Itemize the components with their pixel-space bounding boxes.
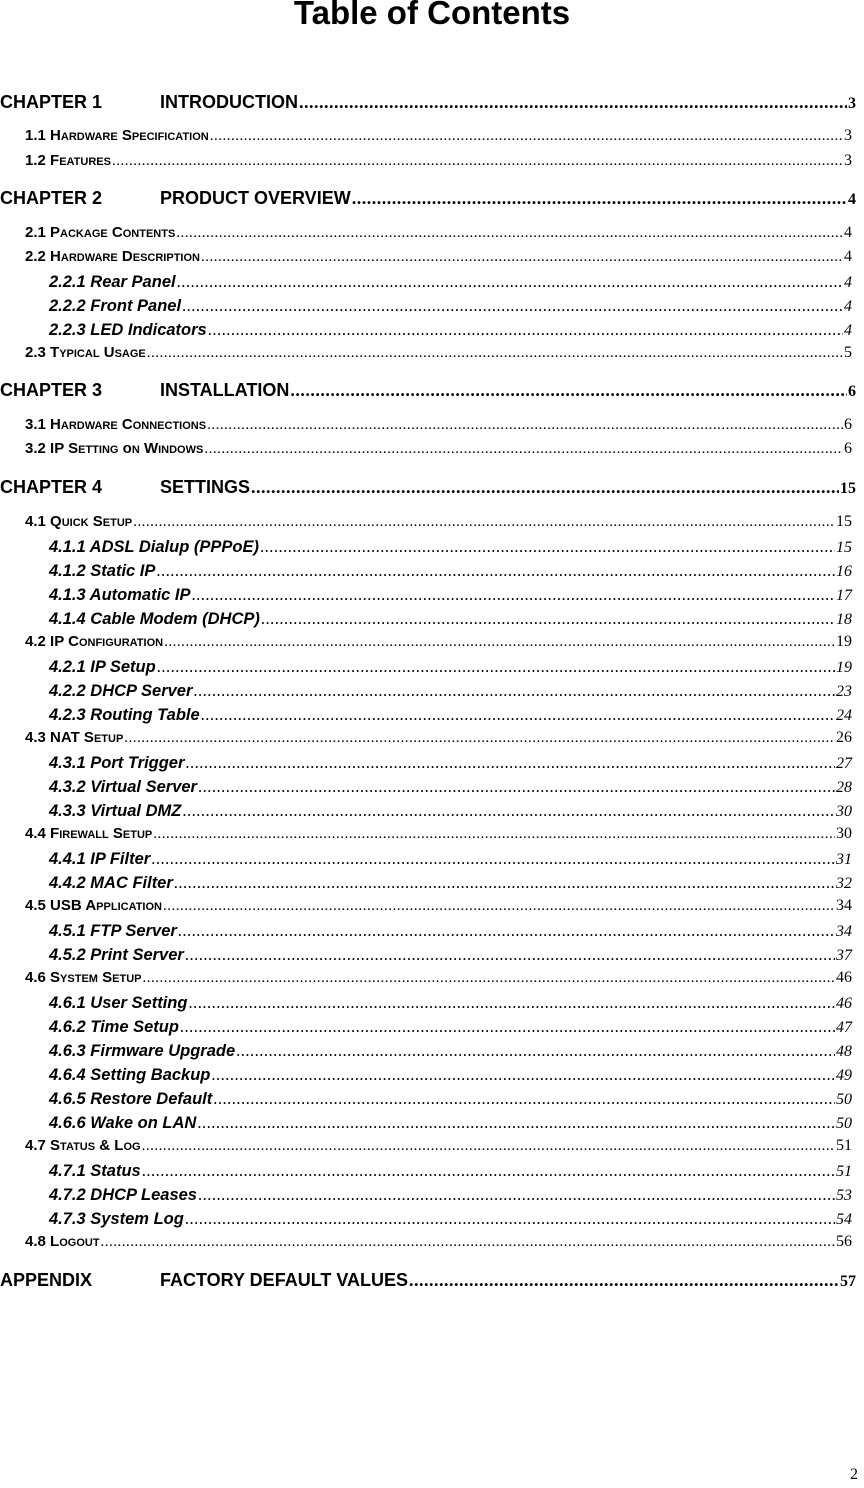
- dot-leader: [182, 296, 843, 316]
- chapter-number: CHAPTER 4: [0, 477, 103, 497]
- toc-entry[interactable]: [0, 188, 856, 209]
- toc-page-number: 46: [836, 969, 852, 986]
- toc-entry-title: 4.2.1 IP Setup: [49, 658, 156, 676]
- toc-page-number: 54: [836, 1211, 852, 1228]
- toc-entry[interactable]: [25, 633, 852, 651]
- toc-entry[interactable]: [49, 1089, 852, 1109]
- section-title: NAT SETUP: [50, 729, 124, 746]
- chapter-number: CHAPTER 2: [0, 188, 103, 208]
- section-title: IP SETTING oN WINDOWS: [50, 440, 204, 457]
- toc-entry-title: 4.6.3 Firmware Upgrade: [49, 1042, 236, 1060]
- dot-leader: [182, 801, 835, 821]
- dot-leader: [101, 1234, 835, 1251]
- toc-entry-title: 4.4.1 IP Filter: [49, 850, 151, 868]
- dot-leader: [124, 730, 835, 747]
- toc-entry[interactable]: [49, 561, 852, 581]
- dot-leader: [290, 380, 847, 401]
- toc-entry[interactable]: [25, 513, 852, 531]
- toc-entry-title: 4.6 SYSTEM SETUP: [25, 969, 142, 986]
- dot-leader: [208, 320, 843, 340]
- toc-entry-title: 2.2 HARDWARE DESCRIPTION: [25, 248, 200, 265]
- toc-entry[interactable]: [25, 1137, 852, 1155]
- toc-entry-title: APPENDIX FACTORY DEFAULT VALUES: [0, 1270, 409, 1290]
- dot-leader: [211, 1065, 835, 1085]
- section-title: HARDWARE CONNECTIONS: [50, 416, 207, 433]
- dot-leader: [153, 826, 835, 843]
- dot-leader: [213, 1089, 835, 1109]
- dot-leader: [185, 1209, 835, 1229]
- toc-entry-title: 2.1 PACKAGE CONTENTS: [25, 224, 176, 241]
- section-title: IP CONFIGURATION: [50, 633, 164, 650]
- toc-entry[interactable]: [25, 152, 852, 170]
- toc-page-number: 49: [836, 1067, 852, 1084]
- toc-page-number: 4: [844, 248, 852, 265]
- section-title: TYPICAL USAGE: [50, 344, 146, 361]
- dot-leader: [133, 514, 835, 531]
- toc-entry[interactable]: [49, 609, 852, 629]
- toc-page-number: 30: [836, 825, 852, 842]
- toc-entry-title: 4.6.5 Restore Default: [49, 1090, 213, 1108]
- dot-leader: [352, 188, 847, 209]
- dot-leader: [251, 477, 839, 498]
- toc-entry[interactable]: [25, 127, 852, 145]
- toc-page-number: 19: [836, 633, 852, 650]
- toc-entry-title: 4.3.1 Port Trigger: [49, 754, 185, 772]
- page-number: 2: [850, 1466, 858, 1483]
- dot-leader: [198, 1185, 835, 1205]
- toc-page-number: 16: [836, 563, 852, 580]
- dot-leader: [236, 1041, 835, 1061]
- toc-page-number: 4: [848, 191, 856, 208]
- toc-entry-title: 4.7 STATUS & LOG: [25, 1137, 141, 1154]
- toc-page-number: 17: [836, 587, 852, 604]
- section-title: FEATURES: [50, 152, 111, 169]
- dot-leader: [142, 1138, 835, 1155]
- toc-entry[interactable]: [49, 657, 852, 677]
- toc-entry-title: 4.1.3 Automatic IP: [49, 586, 191, 604]
- dot-leader: [409, 1270, 839, 1291]
- chapter-number: CHAPTER 1: [0, 92, 103, 112]
- dot-leader: [210, 128, 843, 145]
- toc-page-number: 3: [844, 152, 852, 169]
- toc-entry[interactable]: [49, 320, 852, 340]
- toc-page-number: 5: [844, 344, 852, 361]
- toc-entry[interactable]: [25, 248, 852, 266]
- toc-page-number: 4: [844, 274, 852, 291]
- toc-entry-title: 4.5.2 Print Server: [49, 946, 184, 964]
- dot-leader: [193, 681, 835, 701]
- toc-entry[interactable]: [25, 729, 852, 747]
- toc-page-number: 51: [836, 1137, 852, 1154]
- toc-entry[interactable]: [49, 1161, 852, 1181]
- toc-page-number: 15: [836, 539, 852, 556]
- toc-entry[interactable]: [25, 825, 852, 843]
- toc-entry[interactable]: [49, 849, 852, 869]
- toc-entry[interactable]: [25, 897, 852, 915]
- chapter-number: CHAPTER 3: [0, 380, 103, 400]
- dot-leader: [260, 537, 835, 557]
- toc-page-number: 50: [836, 1115, 852, 1132]
- toc-entry-title: 4.8 LOGOUT: [25, 1233, 100, 1250]
- dot-leader: [261, 609, 835, 629]
- toc-entry-title: 4.1.4 Cable Modem (DHCP): [49, 610, 260, 628]
- toc-page-number: 27: [836, 755, 852, 772]
- toc-entry-title: 4.7.3 System Log: [49, 1210, 184, 1228]
- section-title: USB APPLICATION: [50, 897, 162, 914]
- toc-entry-title: 4.6.2 Time Setup: [49, 1018, 179, 1036]
- toc-entry[interactable]: [0, 1270, 856, 1291]
- toc-page-number: 32: [836, 875, 852, 892]
- toc-entry-title: 4.2 IP CONFIGURATION: [25, 633, 164, 650]
- toc-page-number: 37: [836, 947, 852, 964]
- toc-entry[interactable]: [49, 272, 852, 292]
- toc-page-number: 3: [844, 127, 852, 144]
- toc-entry[interactable]: [49, 585, 852, 605]
- toc-page-number: 48: [836, 1043, 852, 1060]
- toc-entry-title: 4.6.4 Setting Backup: [49, 1066, 211, 1084]
- toc-entry[interactable]: [49, 1209, 852, 1229]
- toc-entry-title: 4.3 NAT SETUP: [25, 729, 124, 746]
- toc-entry-title: 4.2.2 DHCP Server: [49, 682, 193, 700]
- toc-entry-title: 4.1.1 ADSL Dialup (PPPoE): [49, 538, 259, 556]
- toc-entry-title: 4.4 FIREWALL SETUP: [25, 825, 153, 842]
- toc-page-number: 6: [848, 383, 856, 400]
- toc-entry[interactable]: [49, 777, 852, 797]
- toc-entry-title: 4.2.3 Routing Table: [49, 706, 200, 724]
- toc-page-number: 4: [844, 224, 852, 241]
- toc-entry-title: 4.1 QUICK SETUP: [25, 513, 133, 530]
- toc-page-number: 51: [836, 1163, 852, 1180]
- toc-page-number: 47: [836, 1019, 852, 1036]
- dot-leader: [178, 921, 835, 941]
- toc-entry-title: CHAPTER 4 SETTINGS: [0, 477, 251, 497]
- toc-entry[interactable]: [49, 945, 852, 965]
- toc-entry[interactable]: [49, 753, 852, 773]
- toc-entry-title: 4.5.1 FTP Server: [49, 922, 177, 940]
- toc-entry[interactable]: [49, 1017, 852, 1037]
- dot-leader: [201, 249, 843, 266]
- dot-leader: [174, 873, 835, 893]
- toc-entry[interactable]: [25, 344, 852, 362]
- dot-leader: [180, 1017, 835, 1037]
- toc-page-number: 34: [836, 923, 852, 940]
- toc-entry-title: 3.2 IP SETTING oN WINDOWS: [25, 440, 204, 457]
- dot-leader: [204, 441, 843, 458]
- section-title: SYSTEM SETUP: [50, 969, 142, 986]
- dot-leader: [164, 634, 835, 651]
- toc-entry[interactable]: [49, 801, 852, 821]
- toc-page-number: 4: [844, 322, 852, 339]
- toc-entry-title: 1.1 HARDWARE SPECIFICATION: [25, 127, 209, 144]
- toc-page-number: 34: [836, 897, 852, 914]
- toc-page-number: 6: [844, 440, 852, 457]
- section-title: LOGOUT: [50, 1233, 100, 1250]
- toc-entry-title: CHAPTER 2 PRODUCT OVERVIEW: [0, 188, 351, 208]
- dot-leader: [198, 777, 835, 797]
- toc-entry[interactable]: [0, 380, 856, 401]
- toc-page-number: 30: [836, 803, 852, 820]
- dot-leader: [157, 657, 835, 677]
- toc-entry[interactable]: [49, 1065, 852, 1085]
- dot-leader: [185, 945, 835, 965]
- toc-entry-title: 1.2 FEATURES: [25, 152, 111, 169]
- toc-entry-title: 2.2.2 Front Panel: [49, 297, 182, 315]
- toc-entry-title: 2.2.3 LED Indicators: [49, 321, 207, 339]
- toc-entry[interactable]: [49, 921, 852, 941]
- toc-entry-title: 4.3.3 Virtual DMZ: [49, 802, 182, 820]
- dot-leader: [207, 417, 843, 434]
- dot-leader: [299, 92, 847, 113]
- toc-entry-title: 4.6.1 User Setting: [49, 994, 188, 1012]
- toc-entry[interactable]: [49, 537, 852, 557]
- toc-page-number: 6: [844, 416, 852, 433]
- toc-entry[interactable]: [25, 416, 852, 434]
- toc-entry-title: 4.3.2 Virtual Server: [49, 778, 197, 796]
- toc-page-number: 3: [848, 95, 856, 112]
- dot-leader: [192, 585, 835, 605]
- dot-leader: [147, 345, 843, 362]
- chapter-number: APPENDIX: [0, 1270, 93, 1290]
- page-title: Table of Contents: [293, 0, 571, 31]
- toc-entry[interactable]: [49, 1185, 852, 1205]
- dot-leader: [142, 1161, 835, 1181]
- section-title: HARDWARE DESCRIPTION: [50, 248, 200, 265]
- toc-entry[interactable]: [25, 224, 852, 242]
- toc-page-number: 53: [836, 1187, 852, 1204]
- toc-entry-title: 4.6.6 Wake on LAN: [49, 1114, 197, 1132]
- toc-entry[interactable]: [49, 1113, 852, 1133]
- section-title: QUICK SETUP: [50, 513, 133, 530]
- section-title: STATUS & LOG: [50, 1137, 141, 1154]
- dot-leader: [151, 849, 835, 869]
- toc-page-number: 31: [836, 851, 852, 868]
- dot-leader: [185, 753, 835, 773]
- dot-leader: [201, 705, 835, 725]
- toc-entry[interactable]: [49, 705, 852, 725]
- toc-entry-title: 4.5 USB APPLICATION: [25, 897, 162, 914]
- toc-page-number: 23: [836, 683, 852, 700]
- toc-entry-title: 4.1.2 Static IP: [49, 562, 156, 580]
- dot-leader: [112, 153, 843, 170]
- toc-page-number: 46: [836, 995, 852, 1012]
- toc-entry-title: CHAPTER 1 INTRODUCTION: [0, 92, 298, 112]
- toc-entry-title: 2.3 TYPICAL USAGE: [25, 344, 146, 361]
- toc-entry[interactable]: [49, 873, 852, 893]
- toc-entry[interactable]: [25, 969, 852, 987]
- toc-entry-title: 4.7.1 Status: [49, 1162, 141, 1180]
- toc-entry[interactable]: [49, 296, 852, 316]
- dot-leader: [176, 225, 843, 242]
- toc-page-number: 56: [836, 1233, 852, 1250]
- toc-entry-title: 3.1 HARDWARE CONNECTIONS: [25, 416, 207, 433]
- toc-entry[interactable]: [25, 440, 852, 458]
- dot-leader: [197, 1113, 835, 1133]
- toc-entry[interactable]: [0, 477, 856, 498]
- toc-page-number: 28: [836, 779, 852, 796]
- dot-leader: [188, 993, 835, 1013]
- toc-entry-title: 4.4.2 MAC Filter: [49, 874, 173, 892]
- toc-entry-title: 2.2.1 Rear Panel: [49, 273, 176, 291]
- toc-page-number: 4: [844, 298, 852, 315]
- dot-leader: [156, 561, 835, 581]
- toc-entry[interactable]: [0, 92, 856, 113]
- toc-page-number: 18: [836, 611, 852, 628]
- toc-page-number: 15: [840, 480, 856, 497]
- toc-entry[interactable]: [25, 1233, 852, 1251]
- toc-page-number: 19: [836, 659, 852, 676]
- section-title: FIREWALL SETUP: [50, 825, 153, 842]
- toc-page-number: 57: [840, 1273, 856, 1290]
- toc-page-number: 15: [836, 513, 852, 530]
- toc-entry[interactable]: [49, 681, 852, 701]
- toc-entry[interactable]: [49, 993, 852, 1013]
- dot-leader: [177, 272, 843, 292]
- toc-entry-title: CHAPTER 3 INSTALLATION: [0, 380, 290, 400]
- section-title: PACKAGE CONTENTS: [50, 224, 176, 241]
- toc-page-number: 24: [836, 707, 852, 724]
- toc-entry-title: 4.7.2 DHCP Leases: [49, 1186, 197, 1204]
- toc-page-number: 50: [836, 1091, 852, 1108]
- toc-page-number: 26: [836, 729, 852, 746]
- dot-leader: [142, 970, 835, 987]
- section-title: HARDWARE SPECIFICATION: [50, 127, 209, 144]
- dot-leader: [163, 898, 835, 915]
- toc-entry[interactable]: [49, 1041, 852, 1061]
